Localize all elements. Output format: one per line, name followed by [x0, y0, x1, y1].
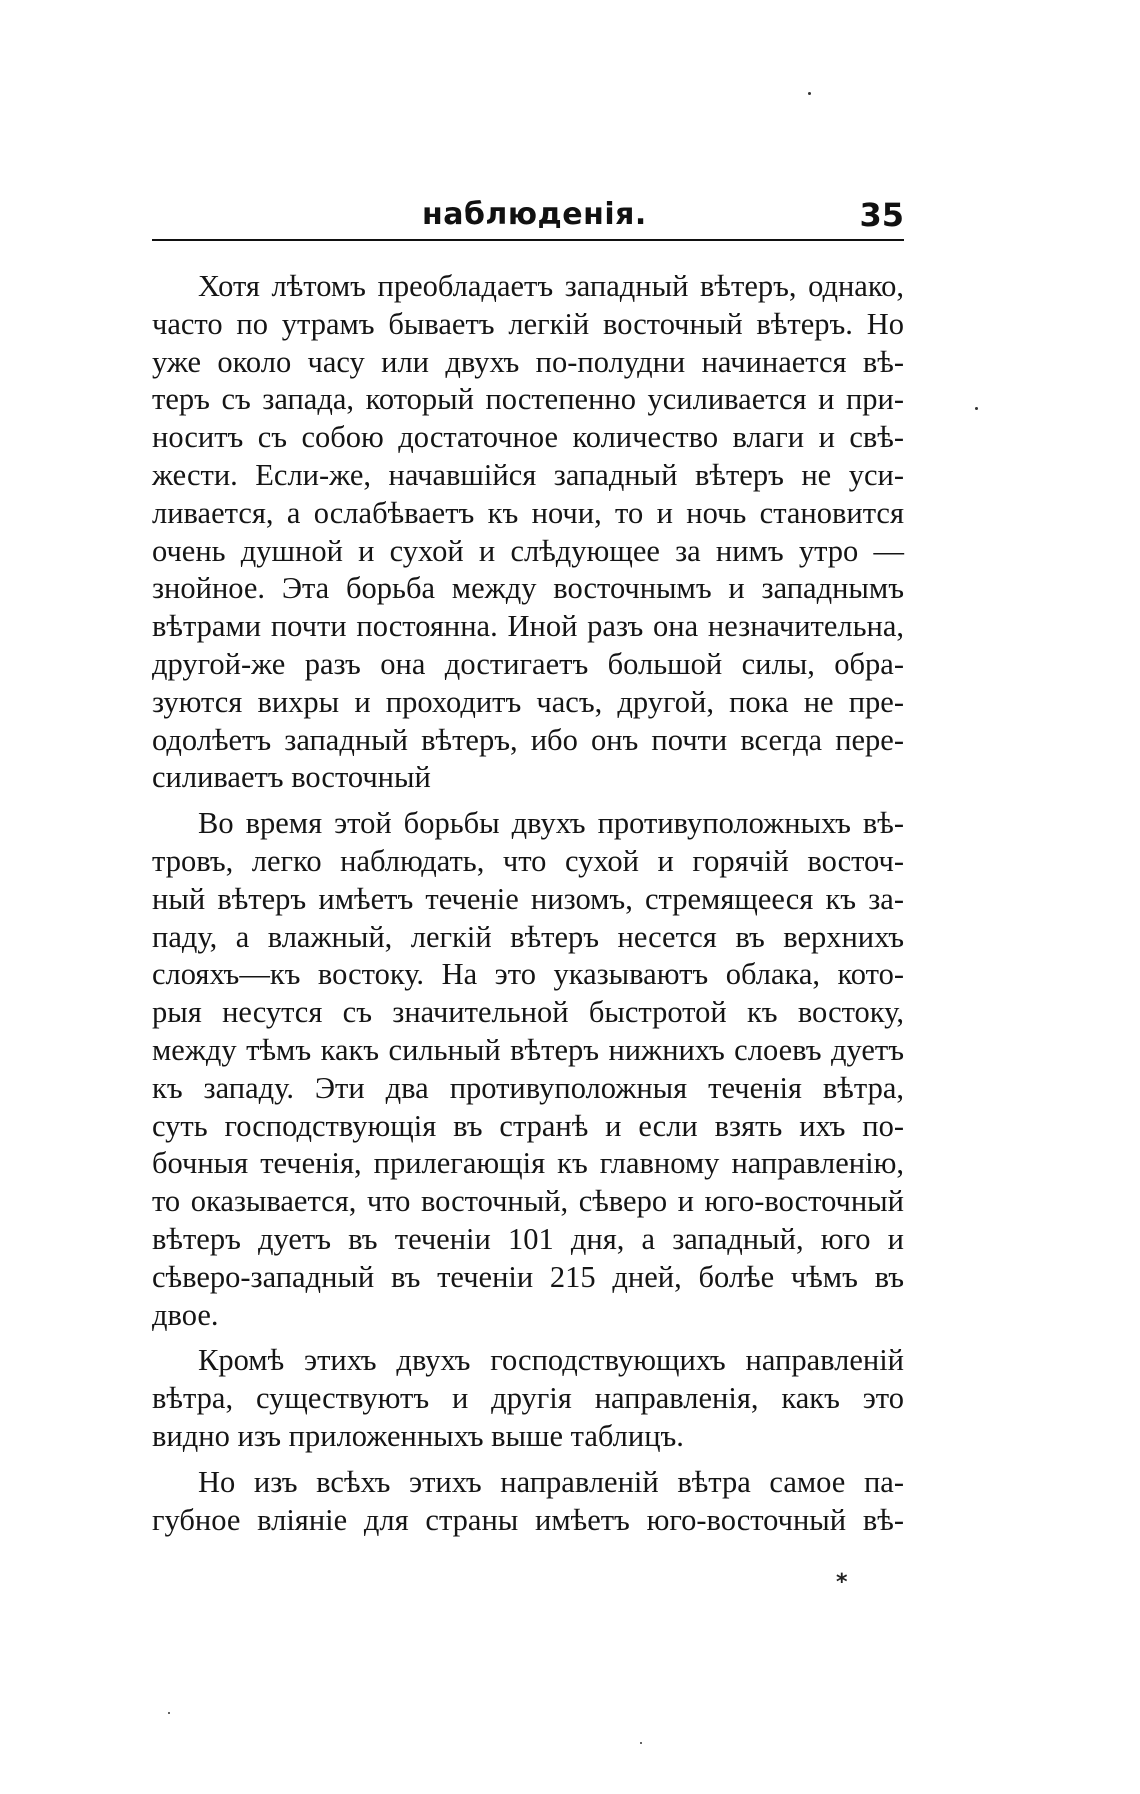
text-line: одолѣетъ западный вѣтеръ, ибо онъ почти всегда пере- [152, 722, 904, 757]
text-line: между тѣмъ какъ сильный вѣтеръ нижнихъ слоевъ дуетъ [152, 1032, 904, 1067]
text-line: видно изъ приложенныхъ выше таблицъ. [152, 1418, 684, 1453]
text-line: ливается, а ослабѣваетъ къ ночи, то и ночь становится [152, 495, 904, 530]
page-header [152, 196, 904, 242]
text-line: сѣверо-западный въ теченіи 215 дней, болѣе чѣмъ въ [152, 1259, 904, 1294]
text-line: очень душной и сухой и слѣдующее за нимъ утро — [152, 533, 904, 568]
text-line: зуются вихры и проходитъ часъ, другой, пока не пре- [152, 684, 904, 719]
text-line: слояхъ—къ востоку. На это указываютъ облака, кото- [152, 957, 904, 992]
text-line: губное вліяніе для страны имѣетъ юго-восточный вѣ- [152, 1502, 904, 1537]
paragraph-3 [152, 1342, 904, 1455]
header-rule [152, 239, 904, 241]
text-line: носитъ съ собою достаточное количество влаги и свѣ- [152, 420, 904, 455]
text-line: къ западу. Эти два противуположныя теченія вѣтра, [152, 1070, 904, 1105]
text-line: теръ съ запада, который постепенно усиливается и при- [152, 382, 904, 417]
text-line: вѣтрами почти постоянна. Иной разъ она незначительна, [152, 609, 904, 644]
text-line: тровъ, легко наблюдать, что сухой и горячій восточ- [152, 843, 904, 878]
text-line: бочныя теченія, прилегающія къ главному направленію, [152, 1146, 904, 1181]
scan-speck [808, 92, 811, 95]
text-body [152, 268, 904, 1539]
text-line: жести. Если-же, начавшійся западный вѣтеръ не уси- [152, 457, 904, 492]
text-line: двое. [152, 1297, 219, 1332]
scan-speck [168, 1712, 170, 1714]
footnote-mark: * [836, 1570, 848, 1595]
text-line: вѣтра, существуютъ и другія направленія, какъ это [152, 1381, 904, 1416]
scan-speck [975, 407, 978, 410]
text-line: паду, а влажный, легкій вѣтеръ несется въ верхнихъ [152, 919, 904, 954]
text-line: знойное. Эта борьба между восточнымъ и западнымъ [152, 571, 904, 606]
paragraph-1 [152, 268, 904, 797]
text-line: часто по утрамъ бываетъ легкій восточный вѣтеръ. Но [152, 306, 904, 341]
text-line: ный вѣтеръ имѣетъ теченіе низомъ, стремящееся къ за- [152, 881, 904, 916]
text-line: Во время этой борьбы двухъ противуположныхъ вѣ- [198, 806, 904, 841]
text-line: Хотя лѣтомъ преобладаетъ западный вѣтеръ, однако, [198, 269, 904, 303]
running-title: наблюденія. [422, 197, 647, 232]
text-line: суть господствующія въ странѣ и если взять ихъ по- [152, 1108, 904, 1143]
text-line: Кромѣ этихъ двухъ господствующихъ направленій [198, 1343, 904, 1378]
text-line: уже около часу или двухъ по-полудни начинается вѣ- [152, 344, 904, 379]
scan-speck [640, 1742, 642, 1744]
text-line: другой-же разъ она достигаетъ большой силы, обра- [152, 646, 904, 681]
page-number: 35 [859, 196, 904, 234]
text-line: рыя несутся съ значительной быстротой къ востоку, [152, 995, 904, 1030]
paragraph-2 [152, 805, 904, 1334]
text-line: Но изъ всѣхъ этихъ направленій вѣтра самое па- [198, 1464, 904, 1499]
text-line: то оказывается, что восточный, сѣверо и юго-восточный [152, 1184, 904, 1219]
paragraph-4 [152, 1464, 904, 1540]
text-line: силиваетъ восточный [152, 760, 431, 795]
text-line: вѣтеръ дуетъ въ теченіи 101 дня, а западный, юго и [152, 1221, 904, 1256]
